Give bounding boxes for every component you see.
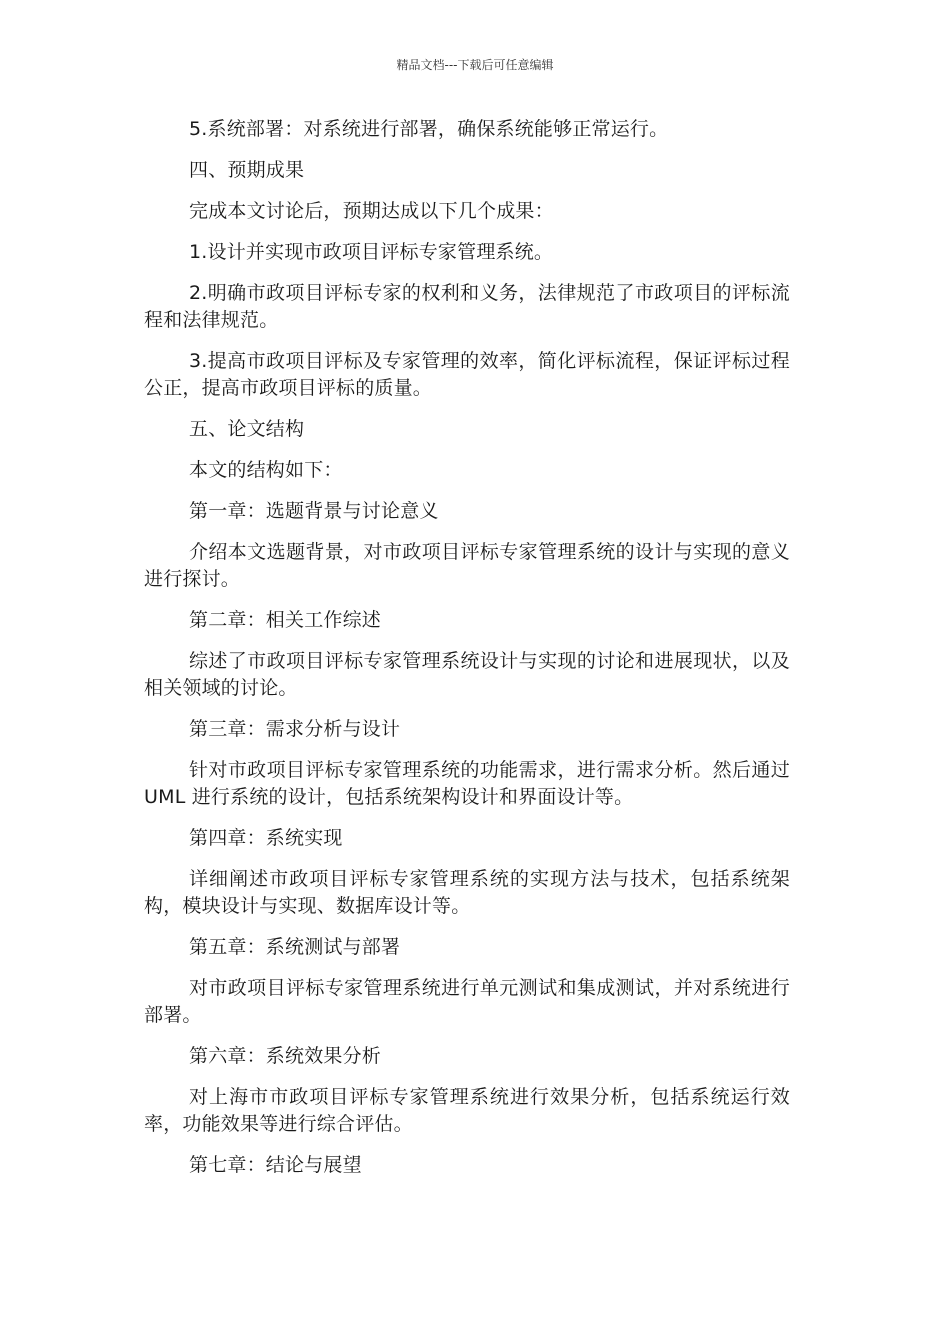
paragraph: 综述了市政项目评标专家管理系统设计与实现的讨论和进展现状，以及相关领域的讨论。 xyxy=(144,650,790,699)
list-item: 3.提高市政项目评标及专家管理的效率，简化评标流程，保证评标过程公正，提高市政项目评标的质量。 xyxy=(144,350,790,399)
paragraph: 详细阐述市政项目评标专家管理系统的实现方法与技术，包括系统架构，模块设计与实现、数据库设计等。 xyxy=(144,868,790,917)
chapter-heading: 第一章：选题背景与讨论意义 xyxy=(189,500,439,522)
chapter-heading: 第六章：系统效果分析 xyxy=(189,1045,382,1067)
chapter-heading: 第四章：系统实现 xyxy=(189,827,343,849)
section-heading-thesis-structure: 五、论文结构 xyxy=(189,418,305,440)
chapter-heading: 第二章：相关工作综述 xyxy=(189,609,382,631)
section-heading-expected-results: 四、预期成果 xyxy=(189,159,305,181)
chapter-heading: 第三章：需求分析与设计 xyxy=(189,718,401,740)
list-item: 1.设计并实现市政项目评标专家管理系统。 xyxy=(189,241,554,263)
page-header: 精品文档---下载后可任意编辑 xyxy=(396,58,554,72)
list-item: 2.明确市政项目评标专家的权利和义务，法律规范了市政项目的评标流程和法律规范。 xyxy=(144,282,790,331)
paragraph: 介绍本文选题背景，对市政项目评标专家管理系统的设计与实现的意义进行探讨。 xyxy=(144,541,790,590)
paragraph: 对上海市市政项目评标专家管理系统进行效果分析，包括系统运行效率，功能效果等进行综合评估。 xyxy=(144,1086,790,1135)
document-body xyxy=(144,116,790,1193)
paragraph-system-deployment: 5.系统部署：对系统进行部署，确保系统能够正常运行。 xyxy=(189,118,669,140)
paragraph: 对市政项目评标专家管理系统进行单元测试和集成测试，并对系统进行部署。 xyxy=(144,977,790,1026)
paragraph: 本文的结构如下： xyxy=(189,459,343,481)
paragraph: 完成本文讨论后，预期达成以下几个成果： xyxy=(189,200,554,222)
chapter-heading: 第七章：结论与展望 xyxy=(189,1154,362,1176)
chapter-heading: 第五章：系统测试与部署 xyxy=(189,936,401,958)
paragraph: 针对市政项目评标专家管理系统的功能需求，进行需求分析。然后通过 UML 进行系统的设计，包括系统架构设计和界面设计等。 xyxy=(144,759,790,808)
